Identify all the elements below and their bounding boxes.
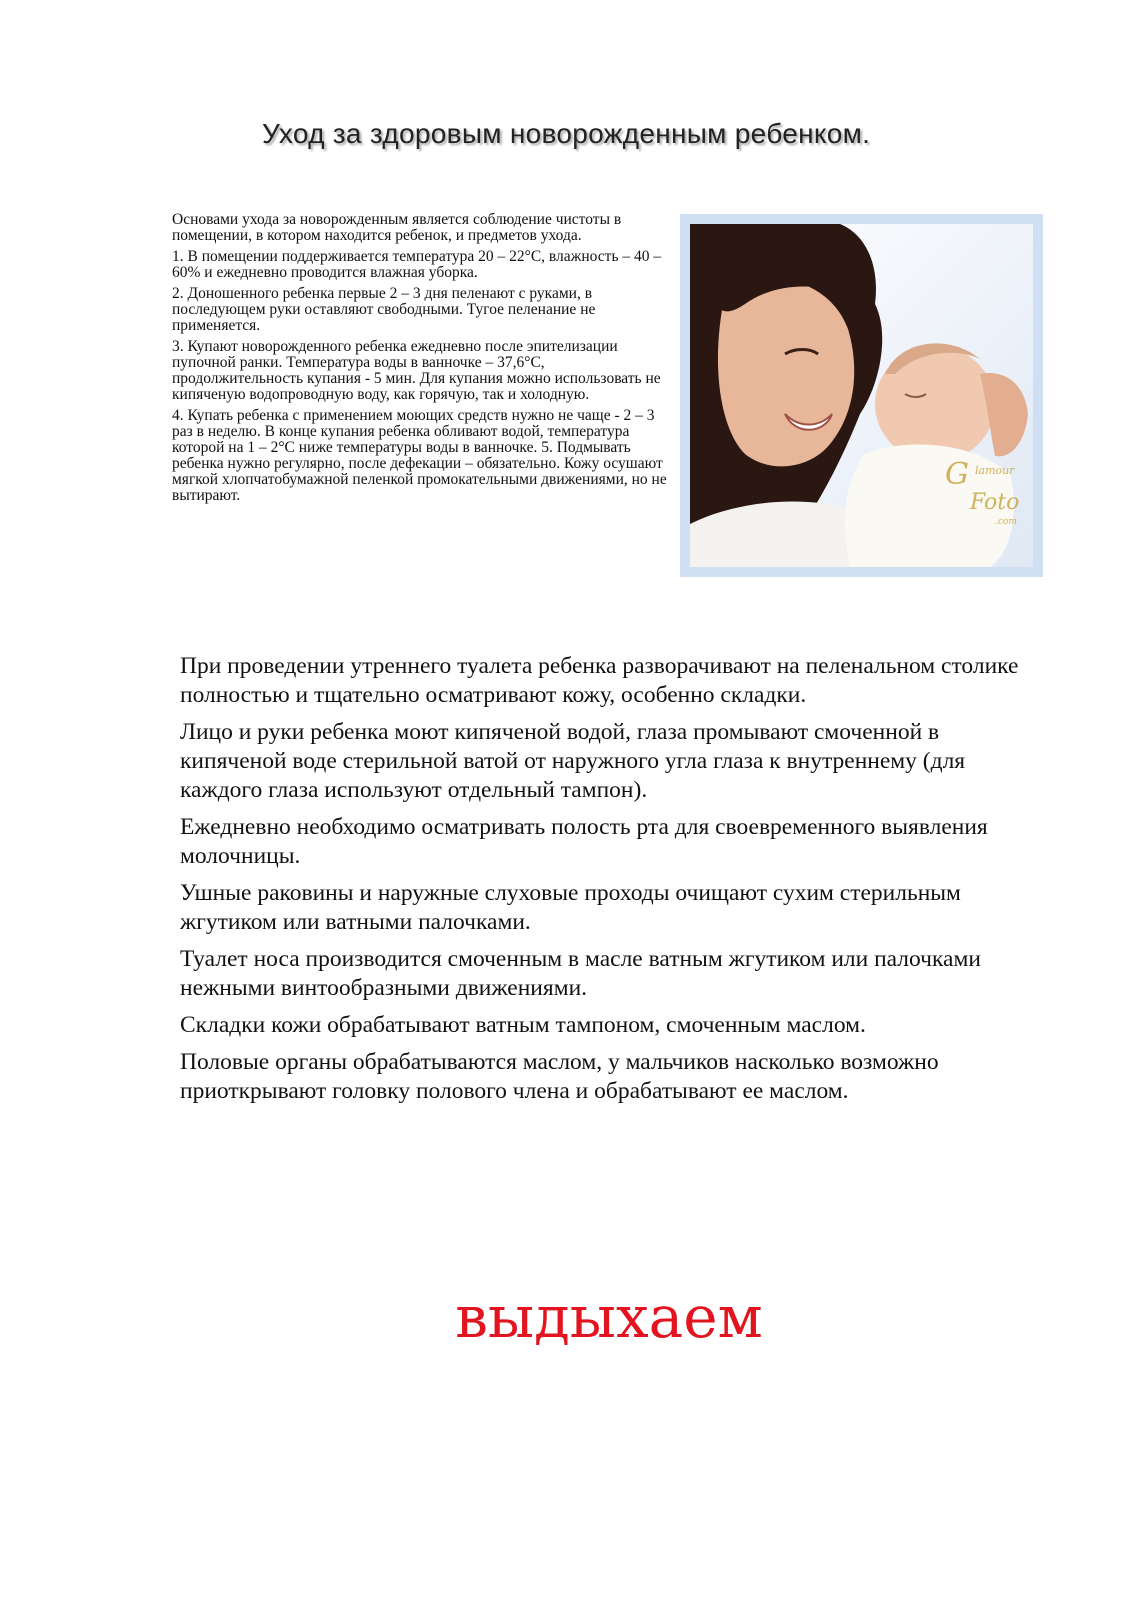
intro-paragraph: 3. Купают новорожденного ребенка ежедневно после эпителизации пупочной ранки. Температура воды в ванночке – 37,6°С, продолжительность купания - 5 мин. Для купания можно использовать не кипяченую водопроводную воду, как горячую, так и холодную. bbox=[172, 338, 661, 403]
intro-paragraph: 2. Доношенного ребенка первые 2 – 3 дня пеленают с руками, в последующем руки оставляют свободными. Тугое пеленание не применяется. bbox=[172, 285, 596, 334]
mother-baby-illustration bbox=[690, 224, 1033, 567]
svg-text:Foto: Foto bbox=[970, 490, 1020, 515]
mother-baby-photo-frame bbox=[680, 214, 1043, 577]
svg-text:.com: .com bbox=[995, 517, 1017, 527]
main-paragraph: Ушные раковины и наружные слуховые проходы очищают сухим стерильным жгутиком или ватными палочками. bbox=[180, 880, 961, 935]
svg-text:G: G bbox=[945, 457, 969, 492]
main-paragraph: Туалет носа производится смоченным в масле ватным жгутиком или палочками нежными винтообразными движениями. bbox=[180, 946, 981, 1001]
main-paragraph: Половые органы обрабатываются маслом, у мальчиков насколько возможно приоткрывают головку полового члена и обрабатывают ее маслом. bbox=[180, 1049, 939, 1104]
main-text-block bbox=[180, 652, 1050, 1114]
intro-paragraph: 1. В помещении поддерживается температура 20 – 22°С, влажность – 40 – 60% и ежедневно проводится влажная уборка. bbox=[172, 248, 662, 281]
main-paragraph: Ежедневно необходимо осматривать полость рта для своевременного выявления молочницы. bbox=[180, 814, 988, 869]
intro-paragraph: Основами ухода за новорожденным является соблюдение чистоты в помещении, в котором находится ребенок, и предметов ухода. bbox=[172, 211, 622, 244]
mother-baby-photo bbox=[690, 224, 1033, 567]
intro-text-block bbox=[172, 212, 672, 509]
page-title: Уход за здоровым новорожденным ребенком. bbox=[262, 118, 871, 149]
intro-paragraph: 4. Купать ребенка с применением моющих средств нужно не чаще - 2 – 3 раз в неделю. В конце купания ребенка обливают водой, температура которой на 1 – 2°С ниже температуры воды в ванночке. 5. Подмывать ребенка нужно регулярно, после дефекации – обязательно. Кожу осушают мягкой хлопчатобумажной пеленкой промокательными движениями, но не вытирают. bbox=[172, 407, 667, 504]
exhale-caption: выдыхаем bbox=[455, 1283, 763, 1351]
main-paragraph: Лицо и руки ребенка моют кипяченой водой, глаза промывают смоченной в кипяченой воде стерильной ватой от наружного угла глаза к внутреннему (для каждого глаза используют отдельный тампон). bbox=[180, 719, 966, 803]
main-paragraph: Складки кожи обрабатывают ватным тампоном, смоченным маслом. bbox=[180, 1012, 866, 1038]
main-paragraph: При проведении утреннего туалета ребенка разворачивают на пеленальном столике полностью и тщательно осматривают кожу, особенно складки. bbox=[180, 653, 1019, 708]
svg-text:lamour: lamour bbox=[975, 464, 1015, 477]
